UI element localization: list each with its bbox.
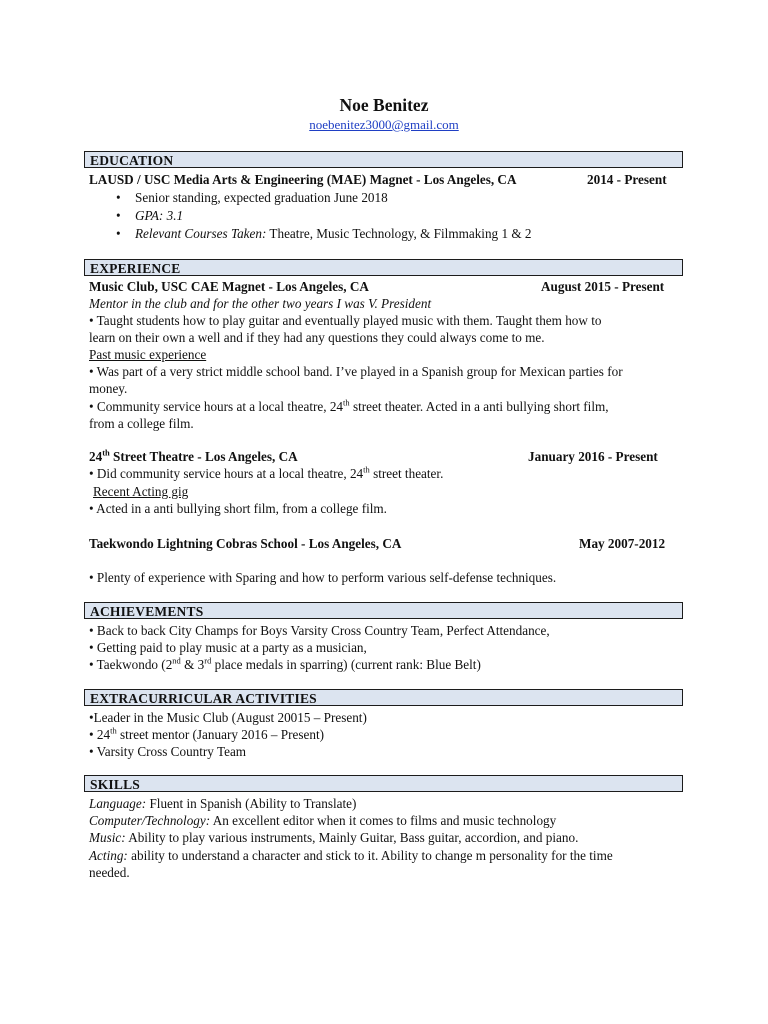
skill-label: Language: [89,796,147,811]
job-detail-line: • Was part of a very strict middle school band. I’ve played in a Spanish group for Mexican parties for [89,364,623,379]
extracurricular-line [89,726,324,743]
section-heading-education: EDUCATION [84,151,683,168]
text-part: 24 [89,449,103,464]
job-title-theatre [89,448,298,465]
resume-header [0,0,768,134]
education-gpa: GPA: 3.1 [135,208,184,223]
section-heading-experience: EXPERIENCE [84,259,683,276]
job-detail-line: from a college film. [89,416,194,431]
candidate-name: Noe Benitez [339,95,429,115]
email-link[interactable]: noebenitez3000@gmail.com [309,117,459,132]
job-detail-line [89,398,609,415]
job-title-music-club: Music Club, USC CAE Magnet - Los Angeles, CA [89,279,369,294]
text-part: place medals in sparring) (current rank: Blue Belt) [211,657,481,672]
job-detail-line [89,465,443,482]
superscript: th [110,725,117,736]
skill-label: Acting: [89,848,128,863]
job-detail-line: money. [89,381,128,396]
job-detail-line: learn on their own a well and if they had any questions they could always come to me. [89,330,545,345]
extracurricular-line: • Varsity Cross Country Team [89,744,247,759]
skill-line: needed. [89,865,130,880]
skill-line [89,795,356,812]
education-dates: 2014 - Present [587,172,667,187]
skill-label: Computer/Technology: [89,813,211,828]
achievement-line: • Getting paid to play music at a party as a musician, [89,640,367,655]
section-heading-achievements: ACHIEVEMENTS [84,602,683,619]
skill-text: Ability to play various instruments, Mainly Guitar, Bass guitar, accordion, and piano. [125,830,579,845]
job-detail-line: • Taught students how to play guitar and eventually played music with them. Taught them how to [89,313,602,328]
past-music-experience-label: Past music experience [89,347,207,362]
text-part: & 3 [180,657,205,672]
courses-text: Theatre, Music Technology, & Filmmaking 1 & 2 [266,226,532,241]
achievement-line [89,656,481,673]
job-detail-line: • Acted in a anti bullying short film, from a college film. [89,501,387,516]
achievement-line: • Back to back City Champs for Boys Varsity Cross Country Team, Perfect Attendance, [89,623,550,638]
text-part: • Taekwondo (2 [89,657,173,672]
skill-line [89,847,613,864]
education-standing: Senior standing, expected graduation June 2018 [135,190,388,205]
skill-text: An excellent editor when it comes to films and music technology [210,813,557,828]
skill-label: Music: [89,830,126,845]
text-part: • 24 [89,727,111,742]
text-part: • Did community service hours at a local theatre, 24 [89,466,364,481]
text-part: Street Theatre - Los Angeles, CA [109,449,298,464]
section-heading-skills: SKILLS [84,775,683,792]
job-detail-line: • Plenty of experience with Sparing and how to perform various self-defense techniques. [89,570,557,585]
job-dates-theatre: January 2016 - Present [528,449,658,464]
superscript: th [363,464,370,475]
superscript: th [343,397,350,408]
text-part: street mentor (January 2016 – Present) [116,727,325,742]
bullet-dot: • [116,226,121,241]
skill-line [89,812,556,829]
skill-text: Fluent in Spanish (Ability to Translate) [146,796,357,811]
bullet-dot: • [116,208,121,223]
job-dates-music-club: August 2015 - Present [541,279,665,294]
skill-text: ability to understand a character and stick to it. Ability to change m personality for the time [127,848,613,863]
courses-label: Relevant Courses Taken: [135,226,267,241]
extracurricular-line: •Leader in the Music Club (August 20015 – Present) [89,710,367,725]
text-part: street theater. [369,466,444,481]
job-dates-taekwondo: May 2007-2012 [579,536,666,551]
text-part: street theater. Acted in a anti bullying short film, [349,399,609,414]
job-subtitle-music-club: Mentor in the club and for the other two years I was V. President [89,296,432,311]
skill-line [89,829,578,846]
superscript: rd [204,655,212,666]
education-courses [135,225,532,242]
text-part: • Community service hours at a local theatre, 24 [89,399,344,414]
superscript: th [102,447,110,458]
section-heading-extracurricular: EXTRACURRICULAR ACTIVITIES [84,689,683,706]
education-school: LAUSD / USC Media Arts & Engineering (MAE) Magnet - Los Angeles, CA [89,172,517,187]
job-title-taekwondo: Taekwondo Lightning Cobras School - Los Angeles, CA [89,536,402,551]
superscript: nd [172,655,181,666]
recent-acting-gig-label: Recent Acting gig [93,484,189,499]
bullet-dot: • [116,190,121,205]
